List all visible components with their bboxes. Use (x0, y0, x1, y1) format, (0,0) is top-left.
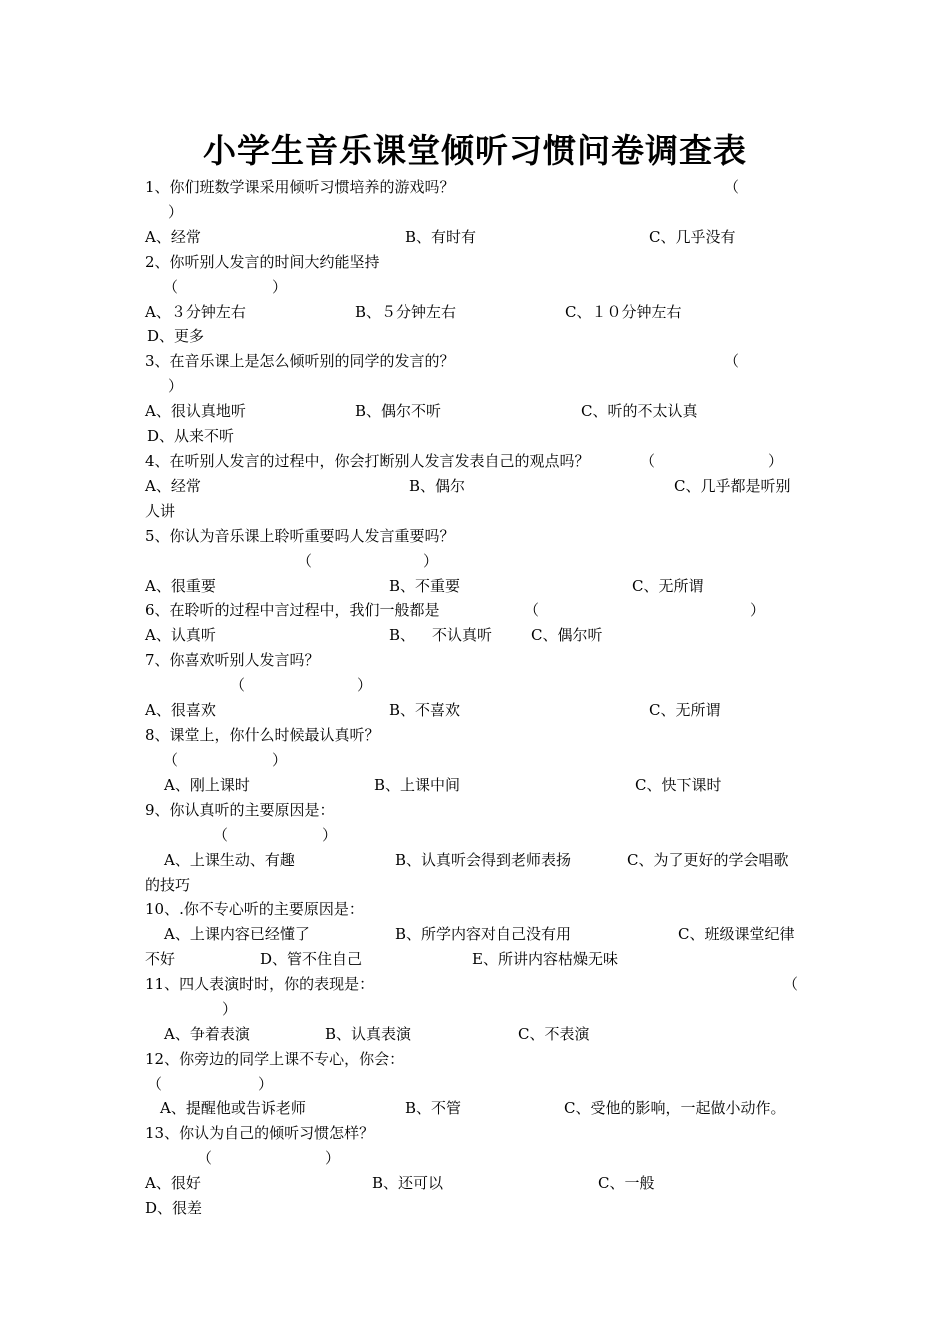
question-12-text: 12、你旁边的同学上课不专心，你会： (145, 1050, 405, 1068)
question-3-option-c: C、听的不太认真 (581, 402, 698, 420)
question-13-option-c: C、一般 (598, 1174, 655, 1192)
question-10-option-a: A、上课内容已经懂了 (164, 925, 310, 943)
question-8-option-b: B、上课中间 (374, 776, 461, 794)
question-3-answer-open: （ (724, 352, 740, 370)
question-4-option-c: C、几乎都是听别 (674, 477, 791, 495)
question-8-text: 8、课堂上，你什么时候最认真听？ (145, 726, 380, 744)
question-11-text: 11、四人表演时时，你的表现是： (145, 975, 375, 993)
question-7-text: 7、你喜欢听别人发言吗？ (145, 651, 320, 669)
question-3-option-d: D、从来不听 (147, 427, 235, 445)
question-2-option-d: D、更多 (147, 327, 205, 345)
question-9-text: 9、你认真听的主要原因是： (145, 801, 335, 819)
question-2-answer-open: （ (163, 278, 179, 296)
question-9-option-c: C、为了更好的学会唱歌 (627, 851, 789, 869)
question-5-text: 5、你认为音乐课上聆听重要吗人发言重要吗？ (145, 527, 455, 545)
question-4-answer-close: ） (768, 452, 784, 470)
question-9-option-c-cont: 的技巧 (145, 876, 191, 894)
question-1-option-c: C、几乎没有 (649, 228, 736, 246)
question-12-option-c: C、受他的影响，一起做小动作。 (564, 1099, 786, 1117)
question-2-text: 2、你听别人发言的时间大约能坚持 (145, 253, 380, 271)
question-6-answer-open: （ (524, 601, 540, 619)
question-2-option-a: A、３分钟左右 (145, 303, 246, 321)
question-1-answer-close: ） (168, 203, 184, 221)
question-10-text: 10、.你不专心听的主要原因是： (145, 900, 364, 918)
question-5-option-a: A、很重要 (145, 577, 216, 595)
question-13-answer-open: （ (197, 1149, 213, 1167)
question-3-option-a: A、很认真地听 (145, 402, 246, 420)
question-6-option-a: A、认真听 (145, 626, 216, 644)
question-7-answer-open: （ (230, 676, 246, 694)
question-7-option-b: B、不喜欢 (389, 701, 461, 719)
question-13-option-d: D、很差 (145, 1199, 203, 1217)
question-12-answer-close: ） (258, 1075, 274, 1093)
question-12-option-a: A、提醒他或告诉老师 (160, 1099, 306, 1117)
question-3-option-b: B、偶尔不听 (355, 402, 442, 420)
question-1-text: 1、你们班数学课采用倾听习惯培养的游戏吗？ (145, 178, 455, 196)
page-title: 小学生音乐课堂倾听习惯问卷调查表 (203, 131, 747, 170)
question-7-option-c: C、无所谓 (649, 701, 721, 719)
question-9-answer-open: （ (213, 826, 229, 844)
question-4-option-c-cont: 人讲 (145, 502, 176, 520)
question-12-answer-open: （ (147, 1075, 163, 1093)
question-8-answer-close: ） (272, 751, 288, 769)
question-10-option-c: C、班级课堂纪律 (678, 925, 795, 943)
question-2-answer-close: ） (272, 278, 288, 296)
question-11-option-c: C、不表演 (518, 1025, 590, 1043)
question-4-text: 4、在听别人发言的过程中，你会打断别人发言发表自己的观点吗？ (145, 452, 590, 470)
question-5-answer-close: ） (423, 552, 439, 570)
question-5-answer-open: （ (297, 552, 313, 570)
question-1-option-a: A、经常 (145, 228, 201, 246)
question-6-text: 6、在聆听的过程中言过程中，我们一般都是 (145, 601, 440, 619)
question-6-answer-close: ） (750, 601, 766, 619)
question-9-option-b: B、认真听会得到老师表扬 (395, 851, 572, 869)
question-11-option-b: B、认真表演 (325, 1025, 412, 1043)
question-6-option-b-text: 不认真听 (432, 626, 493, 644)
question-5-option-c: C、无所谓 (632, 577, 704, 595)
question-4-answer-open: （ (640, 452, 656, 470)
question-3-text: 3、在音乐课上是怎么倾听别的同学的发言的？ (145, 352, 455, 370)
question-8-option-a: A、刚上课时 (164, 776, 250, 794)
question-13-option-a: A、很好 (145, 1174, 201, 1192)
question-13-answer-close: ） (325, 1149, 341, 1167)
question-7-option-a: A、很喜欢 (145, 701, 216, 719)
question-3-answer-close: ） (168, 377, 184, 395)
question-13-text: 13、你认为自己的倾听习惯怎样？ (145, 1124, 375, 1142)
question-10-option-b: B、所学内容对自己没有用 (395, 925, 572, 943)
question-11-option-a: A、争着表演 (164, 1025, 250, 1043)
question-4-option-a: A、经常 (145, 477, 201, 495)
question-9-option-a: A、上课生动、有趣 (164, 851, 295, 869)
question-11-answer-open: （ (783, 975, 799, 993)
question-10-option-c-cont: 不好 (145, 950, 176, 968)
question-10-option-e: E、所讲内容枯燥无味 (472, 950, 618, 968)
question-12-option-b: B、不管 (405, 1099, 462, 1117)
question-4-option-b: B、偶尔 (409, 477, 466, 495)
question-10-option-d: D、管不住自己 (260, 950, 363, 968)
question-13-option-b: B、还可以 (372, 1174, 444, 1192)
question-1-option-b: B、有时有 (405, 228, 477, 246)
question-1-answer-open: （ (724, 178, 740, 196)
question-9-answer-close: ） (322, 826, 338, 844)
question-8-answer-open: （ (163, 751, 179, 769)
question-11-answer-close: ） (222, 1000, 238, 1018)
question-5-option-b: B、不重要 (389, 577, 461, 595)
question-6-option-b: B、 (389, 626, 416, 644)
question-2-option-c: C、１０分钟左右 (565, 303, 682, 321)
question-7-answer-close: ） (357, 676, 373, 694)
question-8-option-c: C、快下课时 (635, 776, 722, 794)
question-2-option-b: B、５分钟左右 (355, 303, 457, 321)
question-6-option-c: C、偶尔听 (531, 626, 603, 644)
